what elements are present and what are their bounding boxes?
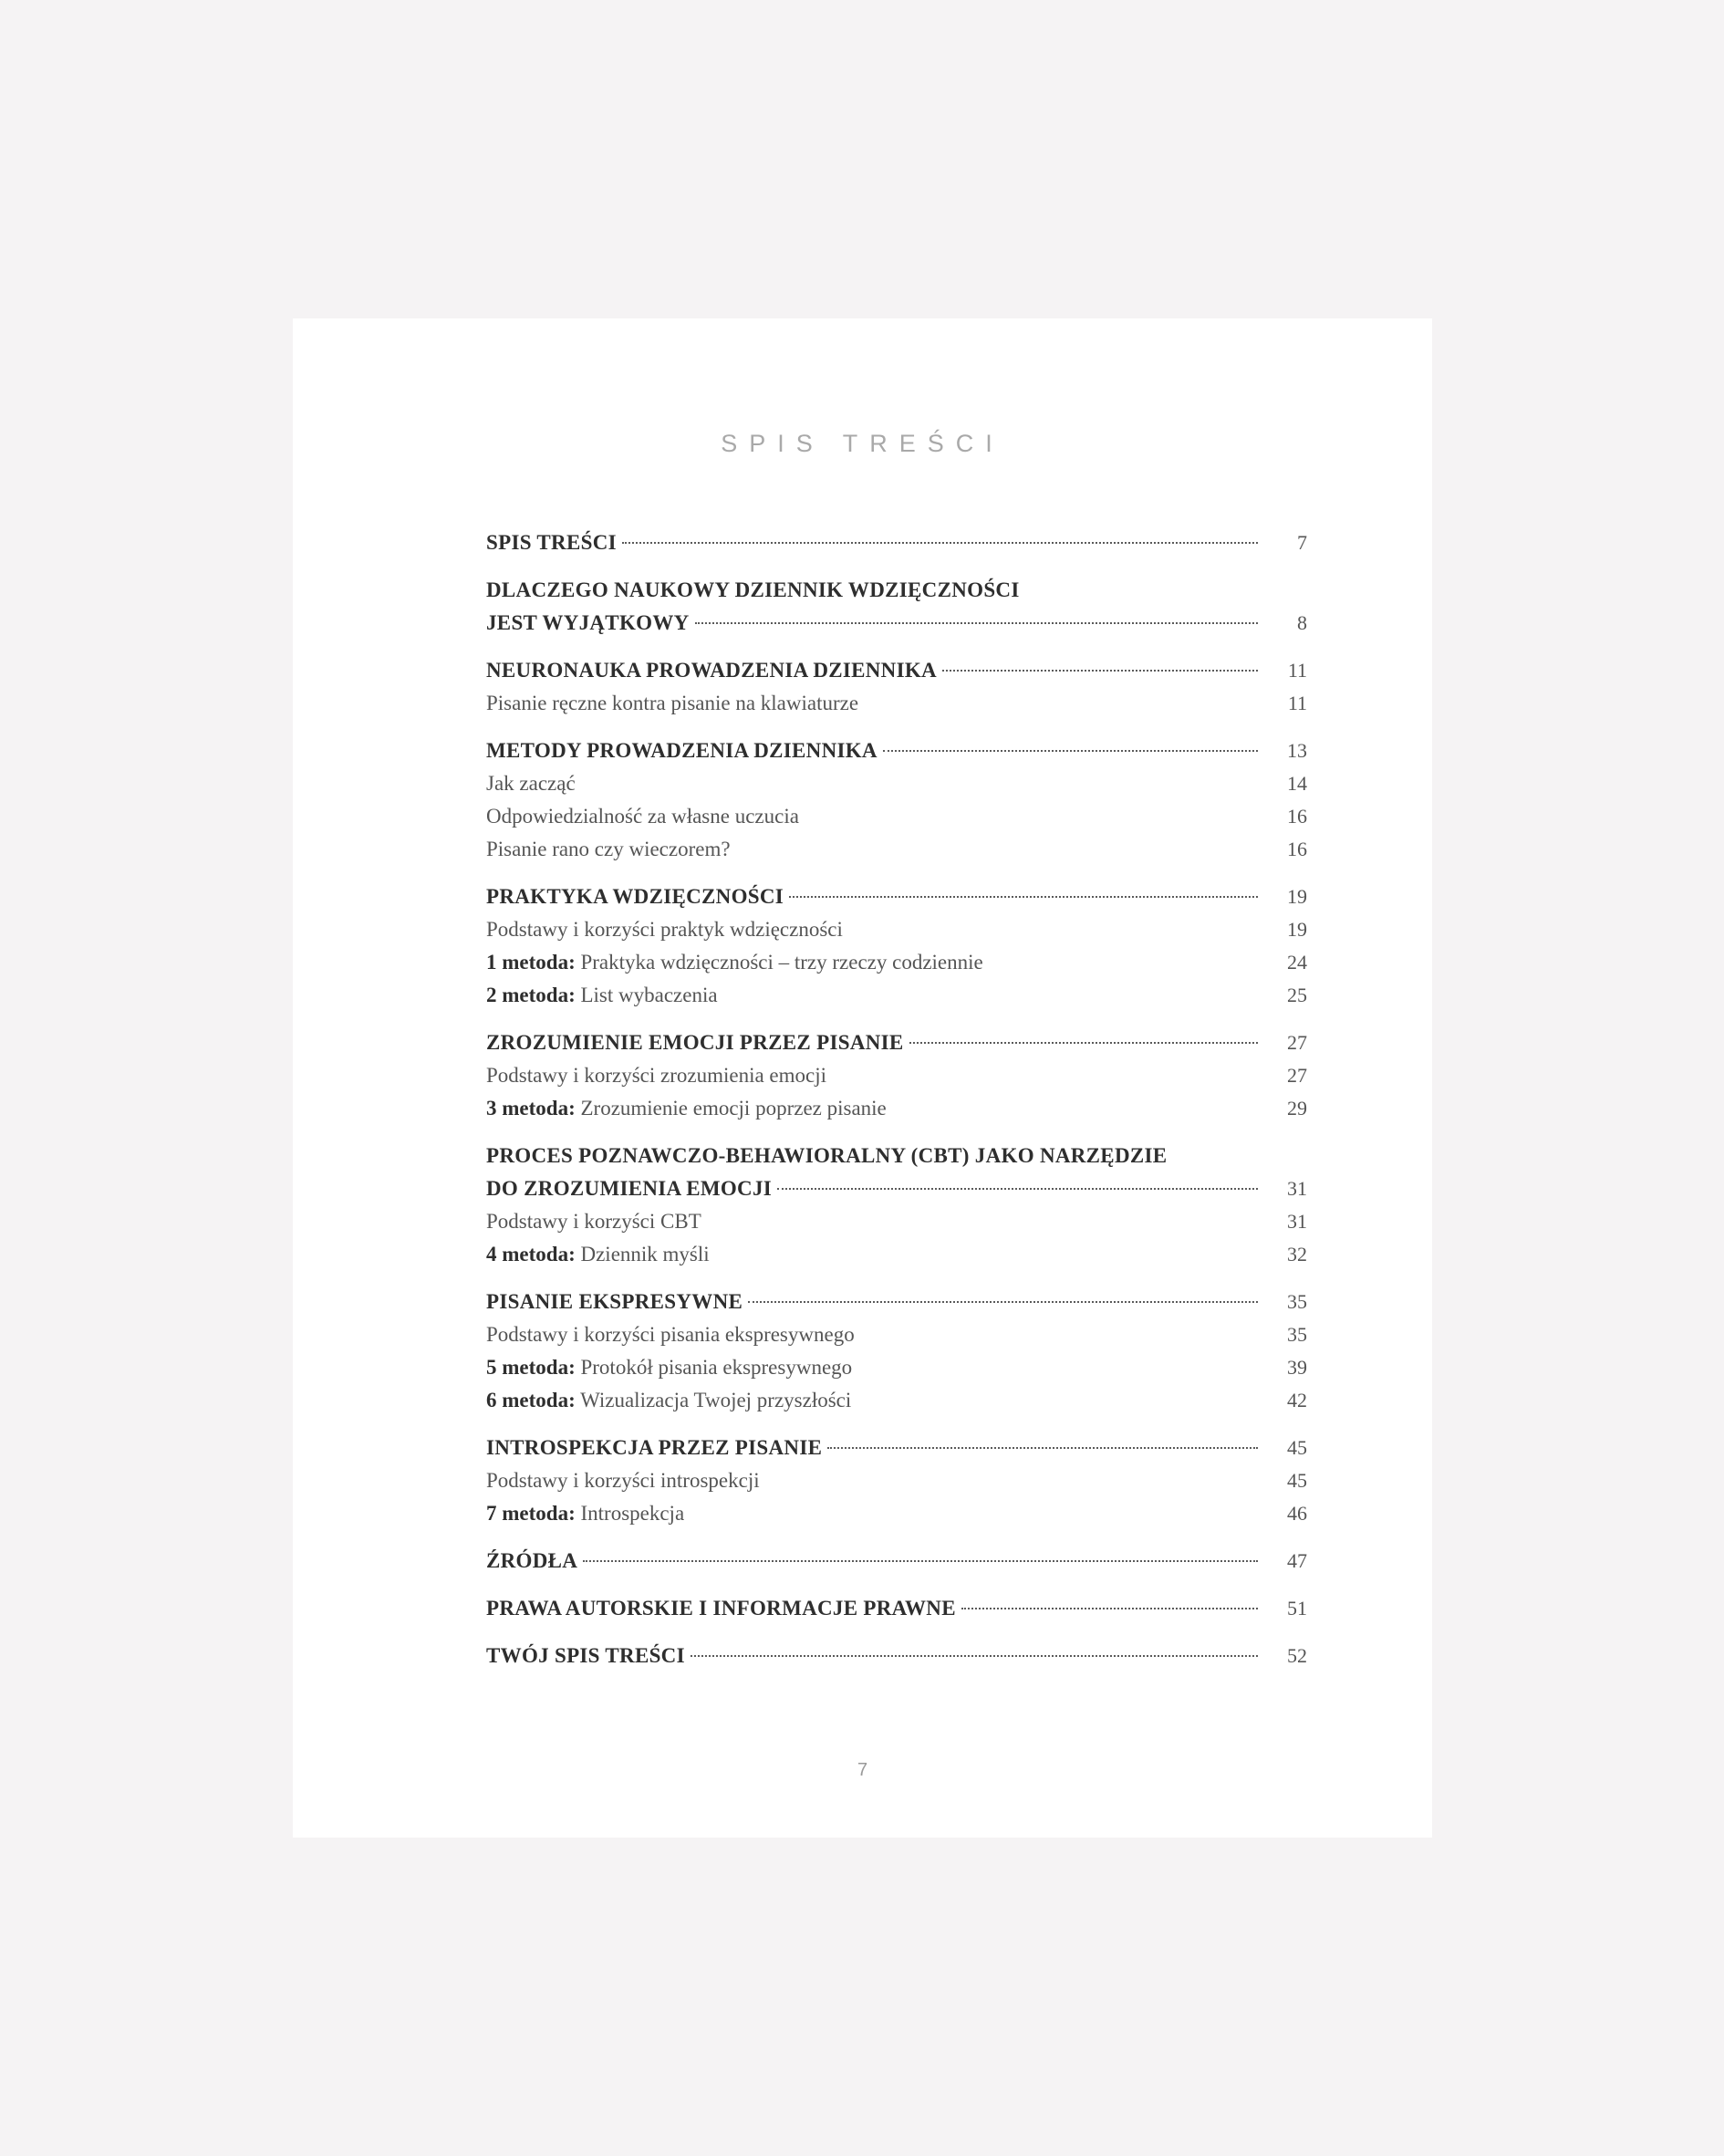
toc-entry-title: PISANIE EKSPRESYWNE xyxy=(486,1290,743,1313)
toc-entry-page: 47 xyxy=(1287,1549,1307,1572)
toc-entry-page: 35 xyxy=(1287,1290,1307,1313)
toc-group xyxy=(486,1286,1307,1417)
dot-leader xyxy=(789,896,1258,898)
toc-entry-title: PROCES POZNAWCZO-BEHAWIORALNY (CBT) JAKO NARZĘDZIE xyxy=(486,1144,1168,1167)
toc-subentry[interactable] xyxy=(486,1384,1307,1417)
toc-group xyxy=(486,1026,1307,1125)
method-label: 6 metoda: xyxy=(486,1389,576,1411)
toc-subentry[interactable] xyxy=(486,946,1307,979)
toc-subentry[interactable] xyxy=(486,913,1307,946)
toc-entry-title: ŹRÓDŁA xyxy=(486,1549,578,1572)
method-label: 4 metoda: xyxy=(486,1243,576,1265)
toc-subentry-page: 14 xyxy=(1287,772,1307,795)
toc-entry[interactable] xyxy=(486,1286,1307,1318)
dot-leader xyxy=(583,1560,1258,1562)
toc-entry[interactable] xyxy=(486,526,1307,559)
document-page xyxy=(293,318,1432,1838)
toc-subentry-page: 42 xyxy=(1287,1389,1307,1411)
toc-subentry-title: Podstawy i korzyści pisania ekspresywnego xyxy=(486,1323,855,1346)
toc-entry-line2[interactable] xyxy=(486,1172,1307,1205)
toc-subentry-title: Jak zacząć xyxy=(486,772,576,795)
toc-group xyxy=(486,880,1307,1012)
method-label: 1 metoda: xyxy=(486,951,576,974)
toc-subentry-title: Podstawy i korzyści zrozumienia emocji xyxy=(486,1064,827,1087)
toc-subentry[interactable] xyxy=(486,1205,1307,1238)
toc-entry-line1[interactable] xyxy=(486,574,1307,607)
toc-subentry[interactable] xyxy=(486,1318,1307,1351)
toc-subentry[interactable] xyxy=(486,833,1307,866)
toc-entry-line2[interactable] xyxy=(486,607,1307,640)
toc-entry-title: TWÓJ SPIS TREŚCI xyxy=(486,1644,685,1667)
method-title: Zrozumienie emocji poprzez pisanie xyxy=(580,1097,887,1120)
table-of-contents xyxy=(486,526,1307,1687)
toc-subentry[interactable] xyxy=(486,800,1307,833)
toc-subentry-title xyxy=(486,979,718,1012)
toc-subentry-page: 29 xyxy=(1287,1097,1307,1120)
toc-subentry-title: Pisanie ręczne kontra pisanie na klawiaturze xyxy=(486,692,859,714)
dot-leader xyxy=(695,622,1258,624)
toc-subentry-title xyxy=(486,946,983,979)
dot-leader xyxy=(748,1301,1258,1303)
toc-subentry-page: 35 xyxy=(1287,1323,1307,1346)
toc-subentry-page: 27 xyxy=(1287,1064,1307,1087)
toc-subentry[interactable] xyxy=(486,979,1307,1012)
method-label: 7 metoda: xyxy=(486,1502,576,1525)
toc-group xyxy=(486,526,1307,559)
toc-entry-page: 11 xyxy=(1287,659,1307,682)
toc-entry-page: 13 xyxy=(1287,739,1307,762)
toc-subentry-page: 45 xyxy=(1287,1469,1307,1492)
toc-group xyxy=(486,574,1307,640)
toc-subentry-title xyxy=(486,1092,887,1125)
toc-subentry-title: Pisanie rano czy wieczorem? xyxy=(486,838,731,860)
toc-entry-title: SPIS TREŚCI xyxy=(486,531,617,554)
toc-subentry-title xyxy=(486,1238,710,1271)
toc-subentry[interactable] xyxy=(486,687,1307,720)
toc-subentry-title xyxy=(486,1351,852,1384)
toc-entry[interactable] xyxy=(486,654,1307,687)
toc-entry-page: 27 xyxy=(1287,1031,1307,1054)
toc-subentry-title xyxy=(486,1384,851,1417)
toc-entry[interactable] xyxy=(486,1432,1307,1464)
toc-subentry-page: 24 xyxy=(1287,951,1307,974)
toc-group xyxy=(486,1640,1307,1672)
toc-group xyxy=(486,1140,1307,1271)
toc-subentry-title: Odpowiedzialność za własne uczucia xyxy=(486,805,799,828)
dot-leader xyxy=(691,1655,1258,1657)
toc-entry-title: PRAKTYKA WDZIĘCZNOŚCI xyxy=(486,885,784,908)
toc-subentry-page: 39 xyxy=(1287,1356,1307,1379)
method-title: Introspekcja xyxy=(580,1502,685,1525)
toc-entry-title: NEURONAUKA PROWADZENIA DZIENNIKA xyxy=(486,659,937,682)
toc-subentry[interactable] xyxy=(486,1059,1307,1092)
toc-subentry[interactable] xyxy=(486,1464,1307,1497)
toc-entry[interactable] xyxy=(486,1640,1307,1672)
toc-entry-page: 31 xyxy=(1287,1177,1307,1200)
toc-entry-page: 8 xyxy=(1297,611,1307,634)
page-number: 7 xyxy=(857,1760,868,1780)
toc-group xyxy=(486,1432,1307,1530)
toc-group xyxy=(486,1592,1307,1625)
toc-subentry-page: 11 xyxy=(1287,692,1307,714)
toc-entry-title: INTROSPEKCJA PRZEZ PISANIE xyxy=(486,1436,823,1459)
method-title: Wizualizacja Twojej przyszłości xyxy=(580,1389,852,1411)
toc-group xyxy=(486,654,1307,720)
toc-entry[interactable] xyxy=(486,880,1307,913)
toc-subentry[interactable] xyxy=(486,1351,1307,1384)
dot-leader xyxy=(827,1447,1258,1449)
toc-subentry-page: 32 xyxy=(1287,1243,1307,1265)
toc-group xyxy=(486,1545,1307,1578)
toc-entry-title: METODY PROWADZENIA DZIENNIKA xyxy=(486,739,878,762)
method-label: 2 metoda: xyxy=(486,984,576,1006)
method-title: Protokół pisania ekspresywnego xyxy=(580,1356,853,1379)
toc-entry[interactable] xyxy=(486,1592,1307,1625)
toc-entry-title: PRAWA AUTORSKIE I INFORMACJE PRAWNE xyxy=(486,1597,956,1620)
toc-entry-page: 52 xyxy=(1287,1644,1307,1667)
method-label: 3 metoda: xyxy=(486,1097,576,1120)
dot-leader xyxy=(622,542,1258,544)
toc-subentry[interactable] xyxy=(486,1092,1307,1125)
toc-entry-page: 7 xyxy=(1297,531,1307,554)
toc-subentry[interactable] xyxy=(486,767,1307,800)
toc-entry-title: DLACZEGO NAUKOWY DZIENNIK WDZIĘCZNOŚCI xyxy=(486,578,1020,601)
dot-leader xyxy=(909,1042,1258,1044)
toc-entry-title: ZROZUMIENIE EMOCJI PRZEZ PISANIE xyxy=(486,1031,904,1054)
toc-subentry-title: Podstawy i korzyści praktyk wdzięczności xyxy=(486,918,843,941)
toc-subentry[interactable] xyxy=(486,1238,1307,1271)
dot-leader xyxy=(942,670,1258,672)
method-label: 5 metoda: xyxy=(486,1356,576,1379)
toc-subentry-page: 16 xyxy=(1287,838,1307,860)
method-title: Dziennik myśli xyxy=(580,1243,710,1265)
toc-subentry-page: 19 xyxy=(1287,918,1307,941)
toc-subentry-page: 46 xyxy=(1287,1502,1307,1525)
toc-entry-page: 19 xyxy=(1287,885,1307,908)
dot-leader xyxy=(777,1188,1258,1190)
toc-entry-page: 51 xyxy=(1287,1597,1307,1620)
toc-entry-line1[interactable] xyxy=(486,1140,1307,1172)
toc-subentry-page: 16 xyxy=(1287,805,1307,828)
page-heading: SPIS TREŚCI xyxy=(721,430,1004,457)
toc-entry[interactable] xyxy=(486,734,1307,767)
toc-subentry[interactable] xyxy=(486,1497,1307,1530)
toc-group xyxy=(486,734,1307,866)
toc-entry-title: JEST WYJĄTKOWY xyxy=(486,611,690,634)
toc-subentry-title: Podstawy i korzyści introspekcji xyxy=(486,1469,760,1492)
toc-entry-page: 45 xyxy=(1287,1436,1307,1459)
toc-entry-title: DO ZROZUMIENIA EMOCJI xyxy=(486,1177,772,1200)
dot-leader xyxy=(883,750,1258,752)
toc-entry[interactable] xyxy=(486,1545,1307,1578)
method-title: List wybaczenia xyxy=(580,984,718,1006)
toc-subentry-page: 31 xyxy=(1287,1210,1307,1233)
method-title: Praktyka wdzięczności – trzy rzeczy codziennie xyxy=(580,951,983,974)
toc-subentry-title: Podstawy i korzyści CBT xyxy=(486,1210,701,1233)
dot-leader xyxy=(961,1608,1258,1609)
toc-subentry-title xyxy=(486,1497,684,1530)
toc-subentry-page: 25 xyxy=(1287,984,1307,1006)
toc-entry[interactable] xyxy=(486,1026,1307,1059)
